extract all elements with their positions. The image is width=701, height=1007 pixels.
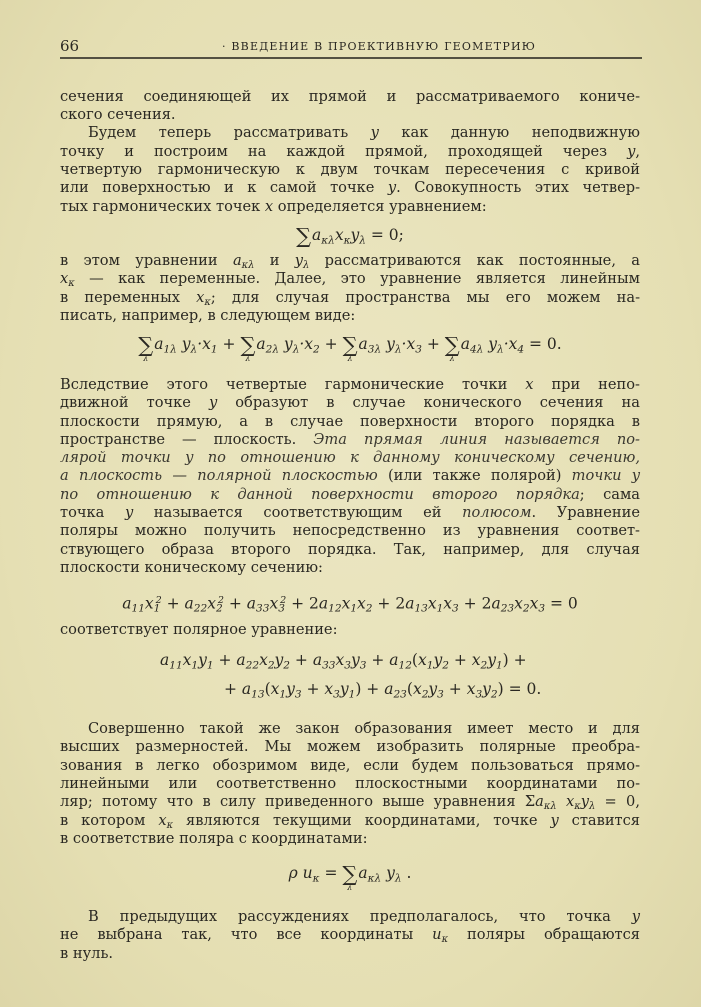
math-variable: y — [433, 651, 443, 669]
math-variable: x — [357, 594, 366, 613]
sigma-symbol: ∑ — [138, 332, 154, 357]
subscript: 1λ — [163, 343, 177, 356]
math-variable: y — [294, 252, 304, 269]
sigma-symbol: ∑ — [296, 223, 312, 248]
italic-text: по отношению к данной поверхности второго порядка — [60, 486, 580, 503]
summation-sign — [342, 861, 358, 893]
formula — [224, 678, 541, 700]
text-segment: Вследствие этого четвертые гармонические точки — [60, 376, 526, 393]
text-segment: в котором — [60, 812, 159, 829]
math-variable: y — [580, 793, 589, 810]
math-variable: ρ u — [288, 864, 313, 882]
math-variable: x — [270, 680, 280, 698]
italic-text: полюсом — [462, 504, 532, 521]
text-line — [60, 305, 640, 327]
italic-text: а плоскость — полярной плоскостью — [60, 467, 378, 484]
text-segment: при непо- — [533, 376, 640, 393]
text-segment: ляр; потому что в силу приведенного выше уравнения — [60, 793, 525, 810]
math-variable: a — [122, 594, 132, 613]
subscript: 1 — [436, 602, 444, 615]
text-segment: являются текущими координатами, точке — [173, 812, 551, 829]
math-variable: a — [312, 651, 323, 669]
text-segment: определяется уравнением: — [273, 198, 487, 215]
subscript: λ — [292, 343, 300, 356]
math-variable: x — [324, 680, 334, 698]
math-variable: y — [274, 651, 284, 669]
text-segment: = 0; — [365, 226, 404, 244]
text-segment: плоскости прямую, а в случае поверхности второго порядка в — [60, 413, 640, 430]
subscript: 33 — [322, 659, 336, 672]
text-line — [60, 196, 640, 218]
math-variable: x — [259, 651, 268, 669]
math-variable: y — [428, 680, 438, 698]
math-variable: a — [358, 335, 368, 353]
subscript: 13 — [414, 602, 428, 615]
italic-text: точки y — [571, 467, 640, 484]
text-segment: + — [161, 594, 185, 613]
text-segment: ) = 0. — [497, 680, 542, 698]
text-segment: Совершенно такой же закон образования имеет место и для — [88, 720, 640, 737]
subscript: κ — [68, 278, 75, 290]
math-variable: a — [241, 680, 252, 698]
math-variable: y — [627, 143, 636, 160]
text-segment: ( — [264, 680, 271, 698]
text-segment: линейными или соответственно плоскостными координатами по- — [60, 775, 640, 792]
text-segment: = — [319, 864, 343, 882]
subscript: 3 — [437, 688, 444, 701]
subscript: κλ — [543, 801, 557, 813]
text-segment: зования в легко обозримом виде, если будем пользоваться прямо- — [60, 757, 640, 774]
text-segment: . — [401, 864, 412, 882]
subscript: 3 — [452, 602, 459, 615]
subscript: κλ — [321, 234, 335, 247]
math-variable: y — [550, 812, 559, 829]
text-segment: = 0, — [595, 793, 640, 810]
subscript: λ — [588, 801, 596, 813]
math-variable: x — [443, 594, 453, 613]
text-segment: + 2 — [286, 594, 319, 613]
math-variable: a — [460, 335, 470, 353]
text-segment: ского сечения. — [60, 106, 176, 123]
subscript: 3 — [278, 602, 285, 615]
subscript: κ — [312, 872, 320, 885]
text-segment: в соответствие поляра с координатами: — [60, 830, 368, 847]
math-variable: ·x — [401, 335, 416, 353]
summation-sign — [444, 332, 460, 364]
math-variable: x — [525, 376, 534, 393]
text-line — [60, 943, 640, 965]
text-segment: + — [224, 680, 242, 698]
subscript: 1 — [210, 343, 218, 356]
math-variable: x — [182, 651, 192, 669]
subscript: 3 — [344, 659, 351, 672]
superscript: 2 — [280, 595, 287, 606]
summation-sign — [138, 332, 154, 364]
text-segment: ( — [406, 680, 413, 698]
subscript: 1 — [206, 659, 214, 672]
summation-index: λ — [449, 354, 455, 364]
header-rule — [60, 57, 642, 59]
superscript: 2 — [217, 595, 224, 606]
math-variable: a — [160, 651, 170, 669]
subscript: 3 — [538, 602, 546, 615]
text-segment: ставится — [558, 812, 641, 829]
text-segment: плоскости коническому сечению: — [60, 559, 323, 576]
text-segment: рассматриваются как постоянные, а — [309, 252, 640, 269]
math-variable: x — [60, 270, 69, 287]
subscript: λ — [190, 343, 198, 356]
math-variable: a — [384, 680, 394, 698]
text-segment: + — [366, 651, 390, 669]
subscript: 13 — [251, 688, 265, 701]
math-variable: x — [341, 594, 351, 613]
sigma-symbol: ∑ — [342, 861, 358, 886]
math-variable: a — [389, 651, 399, 669]
subscript: 11 — [169, 659, 183, 672]
subscript: 3 — [333, 688, 340, 701]
math-variable: y — [482, 680, 491, 698]
subscript: 2 — [267, 659, 275, 672]
subscript: 1 — [426, 659, 434, 672]
math-variable: x — [466, 680, 476, 698]
sigma-symbol: ∑ — [444, 332, 460, 357]
subscript: 3 — [359, 659, 367, 672]
math-variable: a — [405, 594, 415, 613]
math-variable: y — [387, 179, 397, 196]
math-variable: ·x — [299, 335, 314, 353]
superscript: 2 — [155, 595, 162, 606]
text-segment: в переменных — [60, 289, 197, 306]
text-segment: + — [213, 651, 237, 669]
math-variable: a — [318, 594, 329, 613]
formula — [60, 590, 640, 615]
text-segment: Σ — [524, 793, 536, 810]
subscript: 2 — [442, 659, 449, 672]
subscript: 1 — [348, 688, 356, 701]
math-variable: a — [256, 335, 266, 353]
subscript: 1 — [495, 659, 503, 672]
math-variable: a — [358, 864, 368, 882]
subscript: 4 — [517, 343, 525, 356]
math-variable: y — [286, 680, 295, 698]
summation-index: λ — [347, 883, 353, 893]
text-segment: , — [635, 143, 640, 160]
math-variable: x — [514, 594, 523, 613]
subscript: 1 — [153, 602, 161, 615]
math-variable: y — [198, 651, 207, 669]
text-segment: точка — [60, 504, 125, 521]
subscript: κ — [204, 297, 211, 309]
subscript: 2 — [490, 688, 498, 701]
text-segment: Будем теперь рассматривать — [88, 124, 371, 141]
subscript: 23 — [500, 602, 515, 615]
math-variable: u — [432, 926, 442, 943]
subscript: λ — [394, 343, 402, 356]
text-segment: — как переменные. Далее, это уравнение является линейным — [74, 270, 640, 287]
text-segment: четвертую гармоническую к двум точкам пересечения с кривой — [60, 161, 640, 178]
math-variable: x — [144, 594, 154, 613]
sigma-symbol: ∑ — [342, 332, 358, 357]
text-segment: в этом уравнении — [60, 252, 233, 269]
math-variable: y — [487, 651, 496, 669]
formula — [60, 224, 640, 246]
subscript: 2 — [480, 659, 488, 672]
subscript: 2 — [522, 602, 530, 615]
math-variable: x — [158, 812, 167, 829]
text-segment: сечения соединяющей их прямой и рассматриваемого кониче- — [60, 88, 640, 105]
text-segment: точку и построим на каждой прямой, проходящей через — [60, 143, 628, 160]
text-segment: ; для случая пространства мы его можем на- — [210, 289, 640, 306]
text-segment: образуют в случае конического сечения на — [217, 394, 640, 411]
sigma-symbol: ∑ — [240, 332, 256, 357]
math-variable: y — [370, 124, 379, 141]
text-segment: ствующего образа второго порядка. Так, например, для случая — [60, 541, 640, 558]
math-variable: a — [232, 252, 242, 269]
text-segment: (или также полярой) — [377, 467, 572, 484]
math-variable: y — [631, 908, 640, 925]
subscript: κλ — [241, 260, 255, 272]
text-segment: = 0 — [545, 594, 578, 613]
summation-index: λ — [347, 354, 353, 364]
math-variable: x — [264, 198, 274, 215]
italic-text: Эта прямая линия называется по- — [313, 431, 640, 448]
subscript: 3 — [475, 688, 483, 701]
subscript: 2λ — [265, 343, 279, 356]
math-variable: x — [207, 594, 216, 613]
text-segment: и — [254, 252, 295, 269]
text-segment: как данную неподвижную — [378, 124, 640, 141]
text-segment: В предыдущих рассуждениях предполагалось, что точка — [88, 908, 632, 925]
subscript: 12 — [328, 602, 342, 615]
math-variable: x — [412, 680, 422, 698]
summation-sign — [342, 332, 358, 364]
subscript: 1 — [191, 659, 199, 672]
subscript: 4λ — [469, 343, 484, 356]
math-variable: x — [427, 594, 437, 613]
math-variable: ·x — [503, 335, 518, 353]
subscript: κ — [166, 820, 174, 832]
math-variable: x — [335, 651, 345, 669]
subscript: κλ — [367, 872, 382, 885]
subscript: 3 — [415, 343, 422, 356]
text-segment: ) + — [502, 651, 527, 669]
text-segment: движной точке — [60, 394, 209, 411]
subscript: 2 — [365, 602, 373, 615]
math-variable: y — [350, 651, 360, 669]
math-variable: x — [334, 226, 344, 244]
text-segment: соответствует полярное уравнение: — [60, 621, 338, 638]
italic-text: лярой точки y по отношению к данному коническому сечению, — [60, 449, 640, 466]
summation-sign — [296, 223, 312, 248]
math-variable: x — [269, 594, 279, 613]
running-title: · ВВЕДЕНИЕ В ПРОЕКТИВНУЮ ГЕОМЕТРИЮ — [222, 40, 537, 53]
text-segment: = 0. — [524, 335, 562, 353]
math-variable: x — [529, 594, 539, 613]
subscript: 2 — [283, 659, 290, 672]
text-segment: + 2 — [458, 594, 492, 613]
text-segment: ) + — [355, 680, 385, 698]
subscript: κ — [441, 934, 449, 946]
math-variable: a — [184, 594, 194, 613]
subscript: 3λ — [367, 343, 382, 356]
summation-index: λ — [245, 354, 251, 364]
subscript: 1 — [279, 688, 287, 701]
text-segment: в нуль. — [60, 945, 114, 962]
text-segment: + — [223, 594, 247, 613]
text-segment: ( — [411, 651, 418, 669]
text-segment: + — [443, 680, 467, 698]
math-variable: y — [381, 864, 395, 882]
formula — [60, 332, 640, 364]
math-variable: x — [471, 651, 481, 669]
math-variable: y — [350, 226, 360, 244]
text-segment: высших размерностей. Мы можем изобразить полярные преобра- — [60, 738, 640, 755]
text-segment: поляры можно получить непосредственно из уравнения соответ- — [60, 522, 640, 539]
math-variable: a — [236, 651, 246, 669]
subscript: 11 — [131, 602, 145, 615]
summation-sign — [240, 332, 256, 364]
text-segment: ; сама — [579, 486, 640, 503]
math-variable: y — [339, 680, 349, 698]
subscript: λ — [303, 260, 310, 272]
text-segment: . Совокупность этих четвер- — [396, 179, 640, 196]
math-variable: y — [483, 335, 497, 353]
math-variable: ·x — [197, 335, 211, 353]
math-variable: x — [556, 793, 575, 810]
text-segment: + — [217, 335, 241, 353]
math-variable: y — [176, 335, 191, 353]
math-variable: y — [381, 335, 395, 353]
subscript: 33 — [256, 602, 270, 615]
subscript: 1 — [350, 602, 358, 615]
text-segment: тых гармонических точек — [60, 198, 265, 215]
subscript: λ — [497, 343, 504, 356]
math-variable: x — [196, 289, 205, 306]
page-number: 66 — [60, 37, 80, 55]
math-variable: a — [154, 335, 164, 353]
subscript: 12 — [398, 659, 412, 672]
subscript: κ — [574, 801, 581, 813]
math-variable: a — [535, 793, 544, 810]
math-variable: a — [312, 226, 322, 244]
subscript: 2 — [215, 602, 223, 615]
math-variable: x — [417, 651, 427, 669]
text-segment: + — [290, 651, 313, 669]
subscript: 2 — [421, 688, 429, 701]
text-segment: + — [319, 335, 343, 353]
text-segment: или поверхностью и к самой точке — [60, 179, 388, 196]
text-segment: поляры обращаются — [448, 926, 640, 943]
summation-index: λ — [143, 354, 149, 364]
math-variable: y — [279, 335, 293, 353]
subscript: 23 — [393, 688, 407, 701]
math-variable: y — [208, 394, 218, 411]
text-segment: . Уравнение — [531, 504, 640, 521]
text-segment: + — [301, 680, 325, 698]
text-segment: + — [448, 651, 472, 669]
text-line — [60, 557, 640, 579]
subscript: λ — [359, 234, 366, 247]
subscript: 22 — [193, 602, 208, 615]
math-variable: a — [246, 594, 257, 613]
text-segment: пространстве — плоскость. — [60, 431, 314, 448]
subscript: κ — [343, 234, 351, 247]
text-segment: + 2 — [372, 594, 406, 613]
text-line — [60, 619, 640, 641]
formula — [160, 649, 527, 671]
text-segment: писать, например, в следующем виде: — [60, 307, 356, 324]
text-segment: не выбрана так, что все координаты — [60, 926, 433, 943]
subscript: 2 — [313, 343, 320, 356]
subscript: λ — [394, 872, 402, 885]
text-line — [60, 828, 640, 850]
math-variable: y — [124, 504, 134, 521]
text-segment: называется соответствующим ей — [133, 504, 463, 521]
subscript: 3 — [294, 688, 302, 701]
formula — [60, 861, 640, 893]
subscript: 22 — [245, 659, 260, 672]
text-segment: + — [421, 335, 445, 353]
math-variable: a — [491, 594, 501, 613]
